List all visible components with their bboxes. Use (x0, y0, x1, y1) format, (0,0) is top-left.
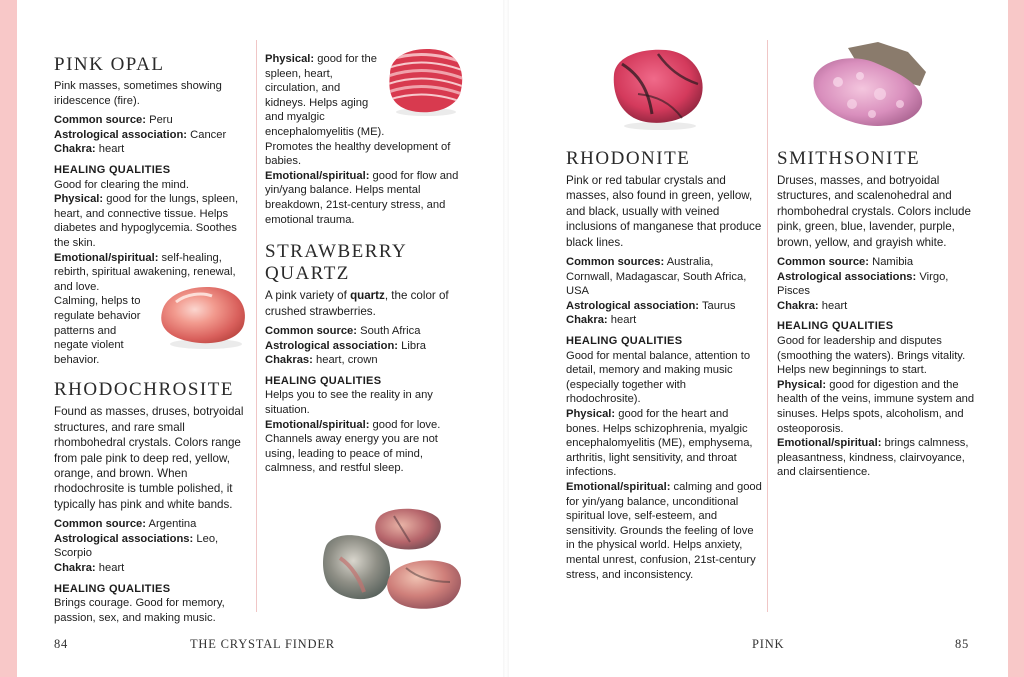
rhodochrosite-healing-heading: HEALING QUALITIES (54, 582, 171, 595)
page-number-right: 85 (955, 637, 970, 651)
pink-opal-healing-intro: Good for clearing the mind. (54, 178, 189, 191)
smithsonite-title: SMITHSONITE (777, 148, 921, 169)
strawberry-quartz-description: A pink variety of quartz, the color of crushed strawberries. (265, 289, 449, 318)
rhodochrosite-healing-intro: Brings courage. Good for memory, passion, sex, and making music. (54, 597, 225, 624)
running-head-left: THE CRYSTAL FINDER (190, 637, 335, 651)
pink-opal-healing-heading: HEALING QUALITIES (54, 163, 171, 176)
book-gutter (503, 0, 509, 677)
rhodochrosite-physical-rest: Promotes the healthy development of babies. (265, 140, 451, 168)
strawberry-quartz-healing-intro: Helps you to see the reality in any situation. (265, 389, 433, 416)
rhodonite-healing-intro: Good for mental balance, attention to detail, memory and making music (especially together with rhodochrosite). (566, 349, 751, 406)
pink-opal-astrology: Astrological association: Cancer (54, 128, 227, 141)
smithsonite-healing-intro: Good for leadership and disputes (smoothing the waters). Brings vitality. Helps new beginnings to start. (777, 335, 966, 377)
pink-opal-emotional-cont-2: regulate behavior (54, 309, 141, 322)
smithsonite-source: Common source: Namibia (777, 256, 914, 269)
column-divider-right (767, 40, 768, 612)
column-four (777, 148, 977, 480)
rhodonite-chakra: Chakra: heart (566, 314, 637, 327)
page-number-left: 84 (54, 637, 69, 651)
rhodonite-description: Pink or red tabular crystals and masses, also found in green, yellow, and black, usually with veined inclusions of manganese that produce black lines. (566, 174, 762, 249)
smithsonite-chakra: Chakra: heart (777, 299, 848, 312)
strawberry-quartz-title: STRAWBERRY QUARTZ (265, 241, 407, 285)
pink-opal-chakra: Chakra: heart (54, 143, 125, 156)
rhodochrosite-astrology: Astrological associations: Leo, Scorpio (54, 532, 219, 560)
pink-opal-emotional-cont-4: negate violent (54, 339, 124, 352)
pink-opal-stone-icon (156, 282, 250, 352)
smithsonite-healing-heading: HEALING QUALITIES (777, 320, 894, 333)
rhodochrosite-emotional: Emotional/spiritual: good for flow and yin/yang balance. Helps mental breakdown, 21st-century stress, and emotional trauma. (265, 169, 459, 226)
strawberry-quartz-healing-heading: HEALING QUALITIES (265, 374, 382, 387)
smithsonite-astrology: Astrological associations: Virgo, Pisces (777, 270, 949, 298)
rhodonite-source: Common sources: Australia, Cornwall, Madagascar, South Africa, USA (566, 256, 747, 298)
rhodochrosite-stone-icon (382, 44, 466, 118)
rhodonite-healing-heading: HEALING QUALITIES (566, 335, 683, 347)
strawberry-quartz-astrology: Astrological association: Libra (265, 339, 427, 352)
smithsonite-physical: Physical: good for digestion and the health of the veins, immune system and sinuses. Helps spots, alcoholism, and osteoporosis. (777, 378, 975, 435)
pink-opal-emotional-cont-3: patterns and (54, 324, 117, 337)
rhodochrosite-description: Found as masses, druses, botryoidal structures, and rare small rhombohedral crystals. Colors range from pale pink to deep red, yellow, orange, and brown. When rhodochrosite is tumble polished, it typically has pink and white bands. (54, 405, 244, 511)
running-head-right: PINK (752, 637, 785, 651)
rhodochrosite-physical-6: encephalomyelitis (ME). (265, 125, 385, 138)
rhodochrosite-source: Common source: Argentina (54, 518, 197, 531)
strawberry-quartz-chakra: Chakras: heart, crown (265, 354, 378, 367)
smithsonite-stone-icon (808, 38, 932, 134)
pink-opal-emotional-cont-5: behavior. (54, 353, 100, 366)
rhodochrosite-physical-3: circulation, and (265, 82, 341, 95)
strawberry-quartz-emotional: Emotional/spiritual: good for love. Channels away energy you are not using, leading to peace of mind, calmness, and restful sleep. (265, 418, 441, 475)
pink-opal-emotional-cont-1: Calming, helps to (54, 295, 141, 308)
pink-opal-physical: Physical: good for the lungs, spleen, heart, and connective tissue. Helps diabetes and hypoglycemia. Soothes the skin. (54, 193, 239, 249)
smithsonite-description: Druses, masses, and botryoidal structures, and scalenohedral and rhombohedral crystals. Colors include pink, green, blue, lavender, purple, brown, yellow, and grayish white. (777, 174, 971, 249)
strawberry-quartz-source: Common source: South Africa (265, 324, 421, 337)
rhodochrosite-physical-2: spleen, heart, (265, 67, 333, 80)
column-divider-left (256, 40, 257, 612)
rhodochrosite-physical-5: and myalgic (265, 111, 325, 124)
rhodonite-stone-icon (608, 44, 708, 132)
pink-opal-emotional: Emotional/spiritual: self-healing, rebirth, spiritual awakening, renewal, and love. (54, 251, 236, 293)
rhodonite-title: RHODONITE (566, 148, 691, 169)
rhodochrosite-physical: Physical: good for the (265, 53, 377, 65)
rhodonite-astrology: Astrological association: Taurus (566, 299, 736, 312)
rhodonite-physical: Physical: good for the heart and bones. Helps schizophrenia, myalgic encephalomyelitis (ME), emphysema, arthritis, light sensitivity, and throat infections. (566, 407, 753, 479)
rhodochrosite-title: RHODOCHROSITE (54, 379, 234, 401)
strawberry-quartz-stones-icon (318, 502, 468, 614)
pink-opal-description: Pink masses, sometimes showing iridescence (fire). (54, 80, 222, 107)
pink-opal-title: PINK OPAL (54, 54, 165, 75)
column-three (566, 148, 762, 582)
rhodochrosite-chakra: Chakra: heart (54, 561, 125, 574)
smithsonite-emotional: Emotional/spiritual: brings calmness, pleasantness, kindness, clairvoyance, and clairsentience. (777, 437, 969, 479)
pink-opal-source: Common source: Peru (54, 114, 173, 127)
rhodonite-emotional: Emotional/spiritual: calming and good for yin/yang balance, unconditional spiritual love, self-esteem, and sensitivity. Grounds the feeling of love in the physical world. Helps anxiety, mental unrest, confusion, 21st-century stress, and inconsistency. (566, 480, 762, 581)
rhodochrosite-physical-4: kidneys. Helps aging (265, 96, 369, 109)
